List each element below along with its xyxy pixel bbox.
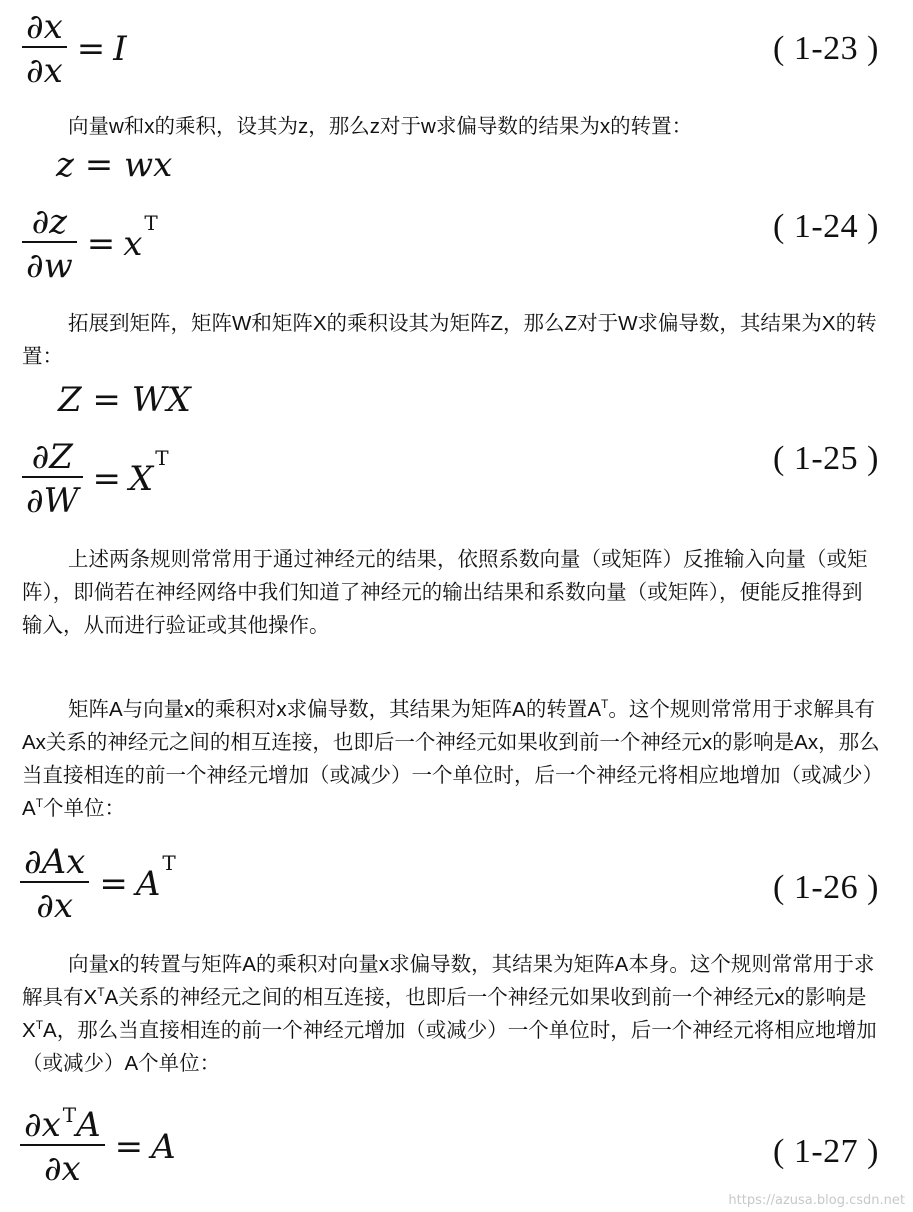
rhs-base: A: [135, 864, 161, 904]
numerator: ∂z: [31, 202, 68, 242]
numerator-b: A: [76, 1105, 101, 1145]
numerator: ∂Z: [31, 437, 73, 477]
equation-number-1-23: ( 1-23 ): [773, 30, 879, 67]
equation-number-1-25: ( 1-25 ): [773, 440, 879, 477]
equation-1-24: [22, 202, 158, 286]
equation-number-1-26: ( 1-26 ): [773, 869, 879, 906]
numerator: ∂Ax: [24, 842, 86, 882]
denominator: ∂w: [26, 246, 73, 286]
equation-1-27: [20, 1103, 176, 1189]
text: 个单位：: [43, 797, 126, 820]
fraction: [22, 7, 67, 91]
rhs: [129, 446, 169, 499]
fraction: [20, 1103, 105, 1189]
paragraph-xTA-rule: [22, 948, 882, 1080]
rhs: I: [113, 29, 127, 69]
denominator: ∂W: [26, 481, 79, 521]
fraction: [20, 842, 89, 926]
transpose-sup: T: [35, 796, 44, 811]
transpose-sup: T: [144, 211, 158, 235]
rhs: [135, 851, 176, 904]
watermark: https://azusa.blog.csdn.net: [728, 1193, 905, 1208]
equation-1-26: [20, 842, 176, 926]
transpose-sup: T: [62, 1103, 77, 1127]
transpose-sup: T: [155, 446, 169, 470]
rhs: A: [151, 1127, 176, 1167]
text: 矩阵A与向量x的乘积对x求偏导数，其结果为矩阵A的转置A: [68, 698, 602, 721]
denominator: ∂x: [26, 51, 63, 91]
text: A关系的神经元之间的相互连接，也即后一个神经元如果收到前一个神经元x的影响是X: [22, 986, 867, 1042]
paragraph-rule-usage: 上述两条规则常常用于通过神经元的结果，依照系数向量（或矩阵）反推输入向量（或矩阵），即倘若在神经网络中我们知道了神经元的输出结果和系数向量（或矩阵），便能反推得到输入，从而进行验证或其他操作。: [22, 548, 868, 637]
numerator: [20, 1103, 105, 1145]
transpose-sup: T: [35, 1018, 44, 1033]
paragraph-Ax-rule: [22, 693, 882, 825]
equation-number-1-27: ( 1-27 ): [773, 1133, 879, 1170]
definition-Z-WX: Z = WX: [58, 380, 191, 420]
text: A，那么当直接相连的前一个神经元增加（或减少）一个单位时，后一个神经元将相应地增加（或减少）A个单位：: [22, 1019, 877, 1075]
numerator-a: ∂x: [24, 1105, 61, 1145]
numerator: ∂x: [26, 7, 63, 47]
transpose-sup: T: [601, 697, 609, 712]
equals-sign: =: [76, 29, 106, 69]
rhs-base: x: [123, 224, 143, 264]
rhs-base: X: [129, 459, 154, 499]
paragraph-matrix-product: 拓展到矩阵，矩阵W和矩阵X的乘积设其为矩阵Z，那么Z对于W求偏导数，其结果为X的转置：: [22, 312, 877, 368]
equals-sign: =: [92, 459, 122, 499]
fraction: [22, 202, 77, 286]
definition-z-wx: z = wx: [56, 145, 173, 185]
equals-sign: =: [99, 864, 128, 904]
equation-1-25: [22, 437, 169, 521]
denominator: ∂x: [36, 886, 74, 926]
transpose-sup: T: [97, 985, 105, 1000]
equals-sign: =: [114, 1127, 144, 1167]
text: 向量x的转置与矩阵A的乘积对向量x求偏导数，其结果为矩阵A本身。这个规则常常用于求解具有X: [22, 953, 875, 1009]
equals-sign: =: [86, 224, 116, 264]
equation-number-1-24: ( 1-24 ): [773, 208, 879, 245]
text: 。这个规则常常用于求解具有Ax关系的神经元之间的相互连接，也即后一个神经元如果收到前一个神经元x的影响是Ax，那么当直接相连的前一个神经元增加（或减少）一个单位时，后一个神经元将相应地增加（或减少）A: [22, 698, 880, 820]
transpose-sup: T: [162, 851, 176, 875]
fraction: [22, 437, 83, 521]
denominator: ∂x: [43, 1149, 81, 1189]
paragraph-vector-product: 向量w和x的乘积，设其为z，那么z对于w求偏导数的结果为x的转置：: [68, 115, 693, 138]
equation-1-23: [22, 7, 127, 91]
rhs: [123, 211, 158, 264]
